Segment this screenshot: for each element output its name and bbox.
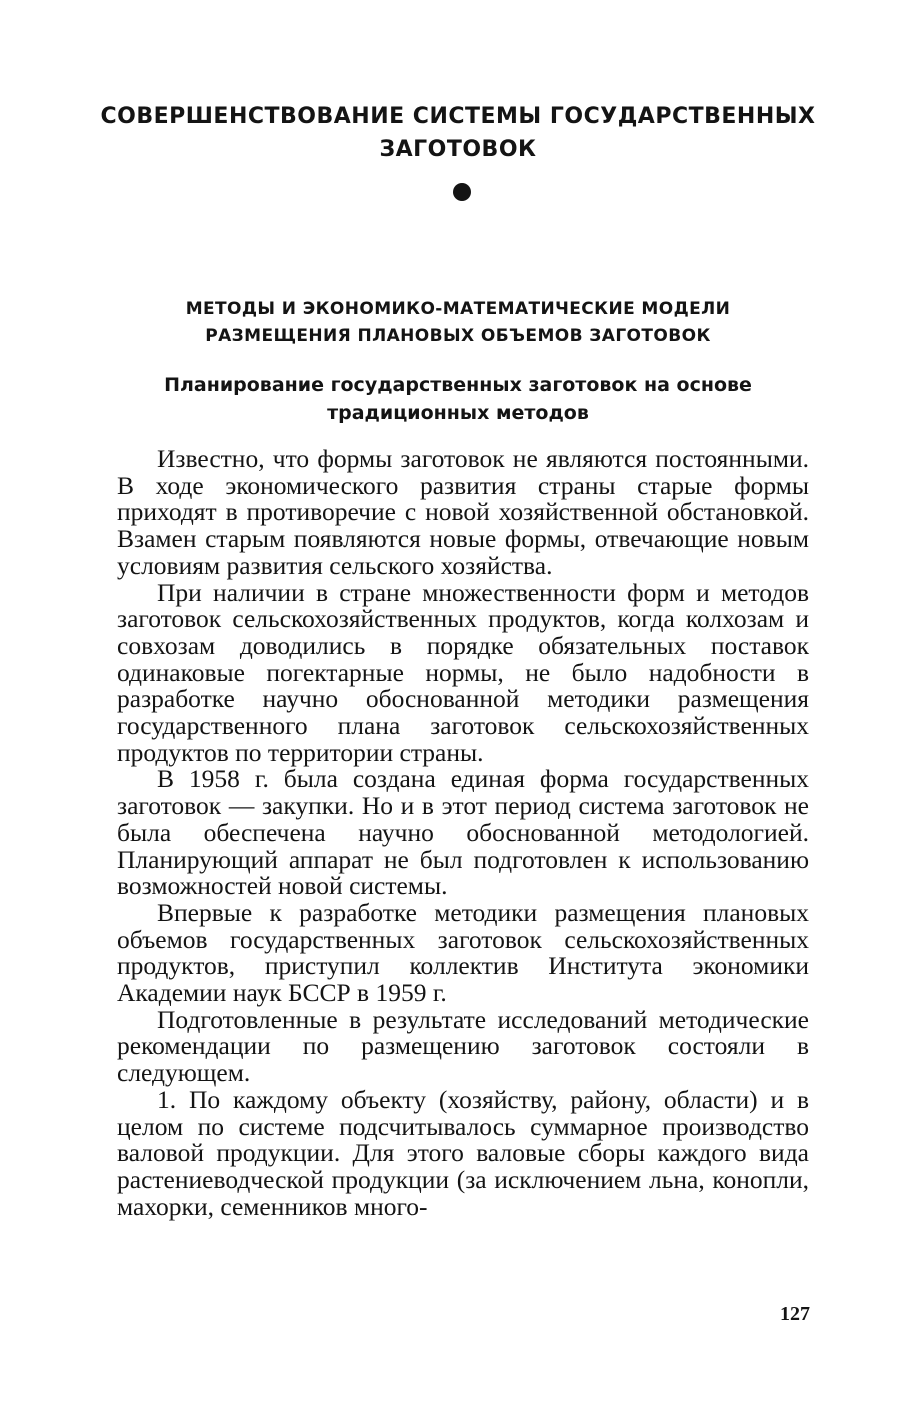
paragraph — [117, 766, 809, 900]
body-text — [117, 446, 809, 1220]
paragraph — [117, 1004, 809, 1088]
paragraph-text: В 1958 г. была создана единая форма государственных заготовок — закупки. Но и в этот период система заготовок не была обеспечена научно обоснованной методологией. Планирующий аппарат не был подготовлен к использованию возможностей новой системы. — [117, 764, 809, 901]
paragraph-text: Впервые к разработке методики размещения плановых объемов государственных заготовок сельскохозяйственных продуктов, приступил коллектив Института экономики Академии наук БССР в 1959 г. — [117, 897, 809, 1008]
chapter-title-line2: ЗАГОТОВОК — [379, 137, 537, 162]
paragraph — [117, 446, 809, 580]
paragraph-text: Подготовленные в результате исследований методические рекомендации по размещению заготовок состояли в следующем. — [117, 1004, 809, 1088]
paragraph — [117, 897, 809, 1008]
paragraph-text: При наличии в стране множественности форм и методов заготовок сельскохозяйственных продуктов, когда колхозам и совхозам доводились в порядке обязательных поставок одинаковые погектарные нормы, не было надобности в разработке научно обоснованной методики размещения государственного плана заготовок сельскохозяйственных продуктов по территории страны. — [117, 577, 809, 767]
subsection-title-line1: Планирование государственных заготовок на основе — [164, 374, 752, 396]
paragraph-text: 1. По каждому объекту (хозяйству, району, области) и в целом по системе подсчитывалось суммарное производство валовой продукции. Для этого валовые сборы каждого вида растениеводческой продукции (за исключением льна, конопли, махорки, семенников много- — [117, 1084, 809, 1221]
section-title-line1: МЕТОДЫ И ЭКОНОМИКО-МАТЕМАТИЧЕСКИЕ МОДЕЛИ — [185, 299, 731, 319]
ornament-bullet-icon — [453, 183, 471, 201]
paragraph-text: Известно, что формы заготовок не являются постоянными. В ходе экономического развития страны старые формы приходят в противоречие с новой хозяйственной обстановкой. Взамен старым появляются новые формы, отвечающие новым условиям развития сельского хозяйства. — [117, 444, 809, 580]
chapter-title-line1: СОВЕРШЕНСТВОВАНИЕ СИСТЕМЫ ГОСУДАРСТВЕННЫХ — [100, 104, 816, 129]
subsection-title-line2: традиционных методов — [327, 402, 589, 424]
chapter-title — [100, 100, 816, 166]
section-title-line2: РАЗМЕЩЕНИЯ ПЛАНОВЫХ ОБЪЕМОВ ЗАГОТОВОК — [205, 326, 711, 346]
subsection-title — [100, 371, 816, 427]
page-number: 127 — [780, 1303, 810, 1325]
paragraph — [117, 577, 809, 767]
paragraph — [117, 1084, 809, 1221]
section-title — [100, 296, 816, 350]
